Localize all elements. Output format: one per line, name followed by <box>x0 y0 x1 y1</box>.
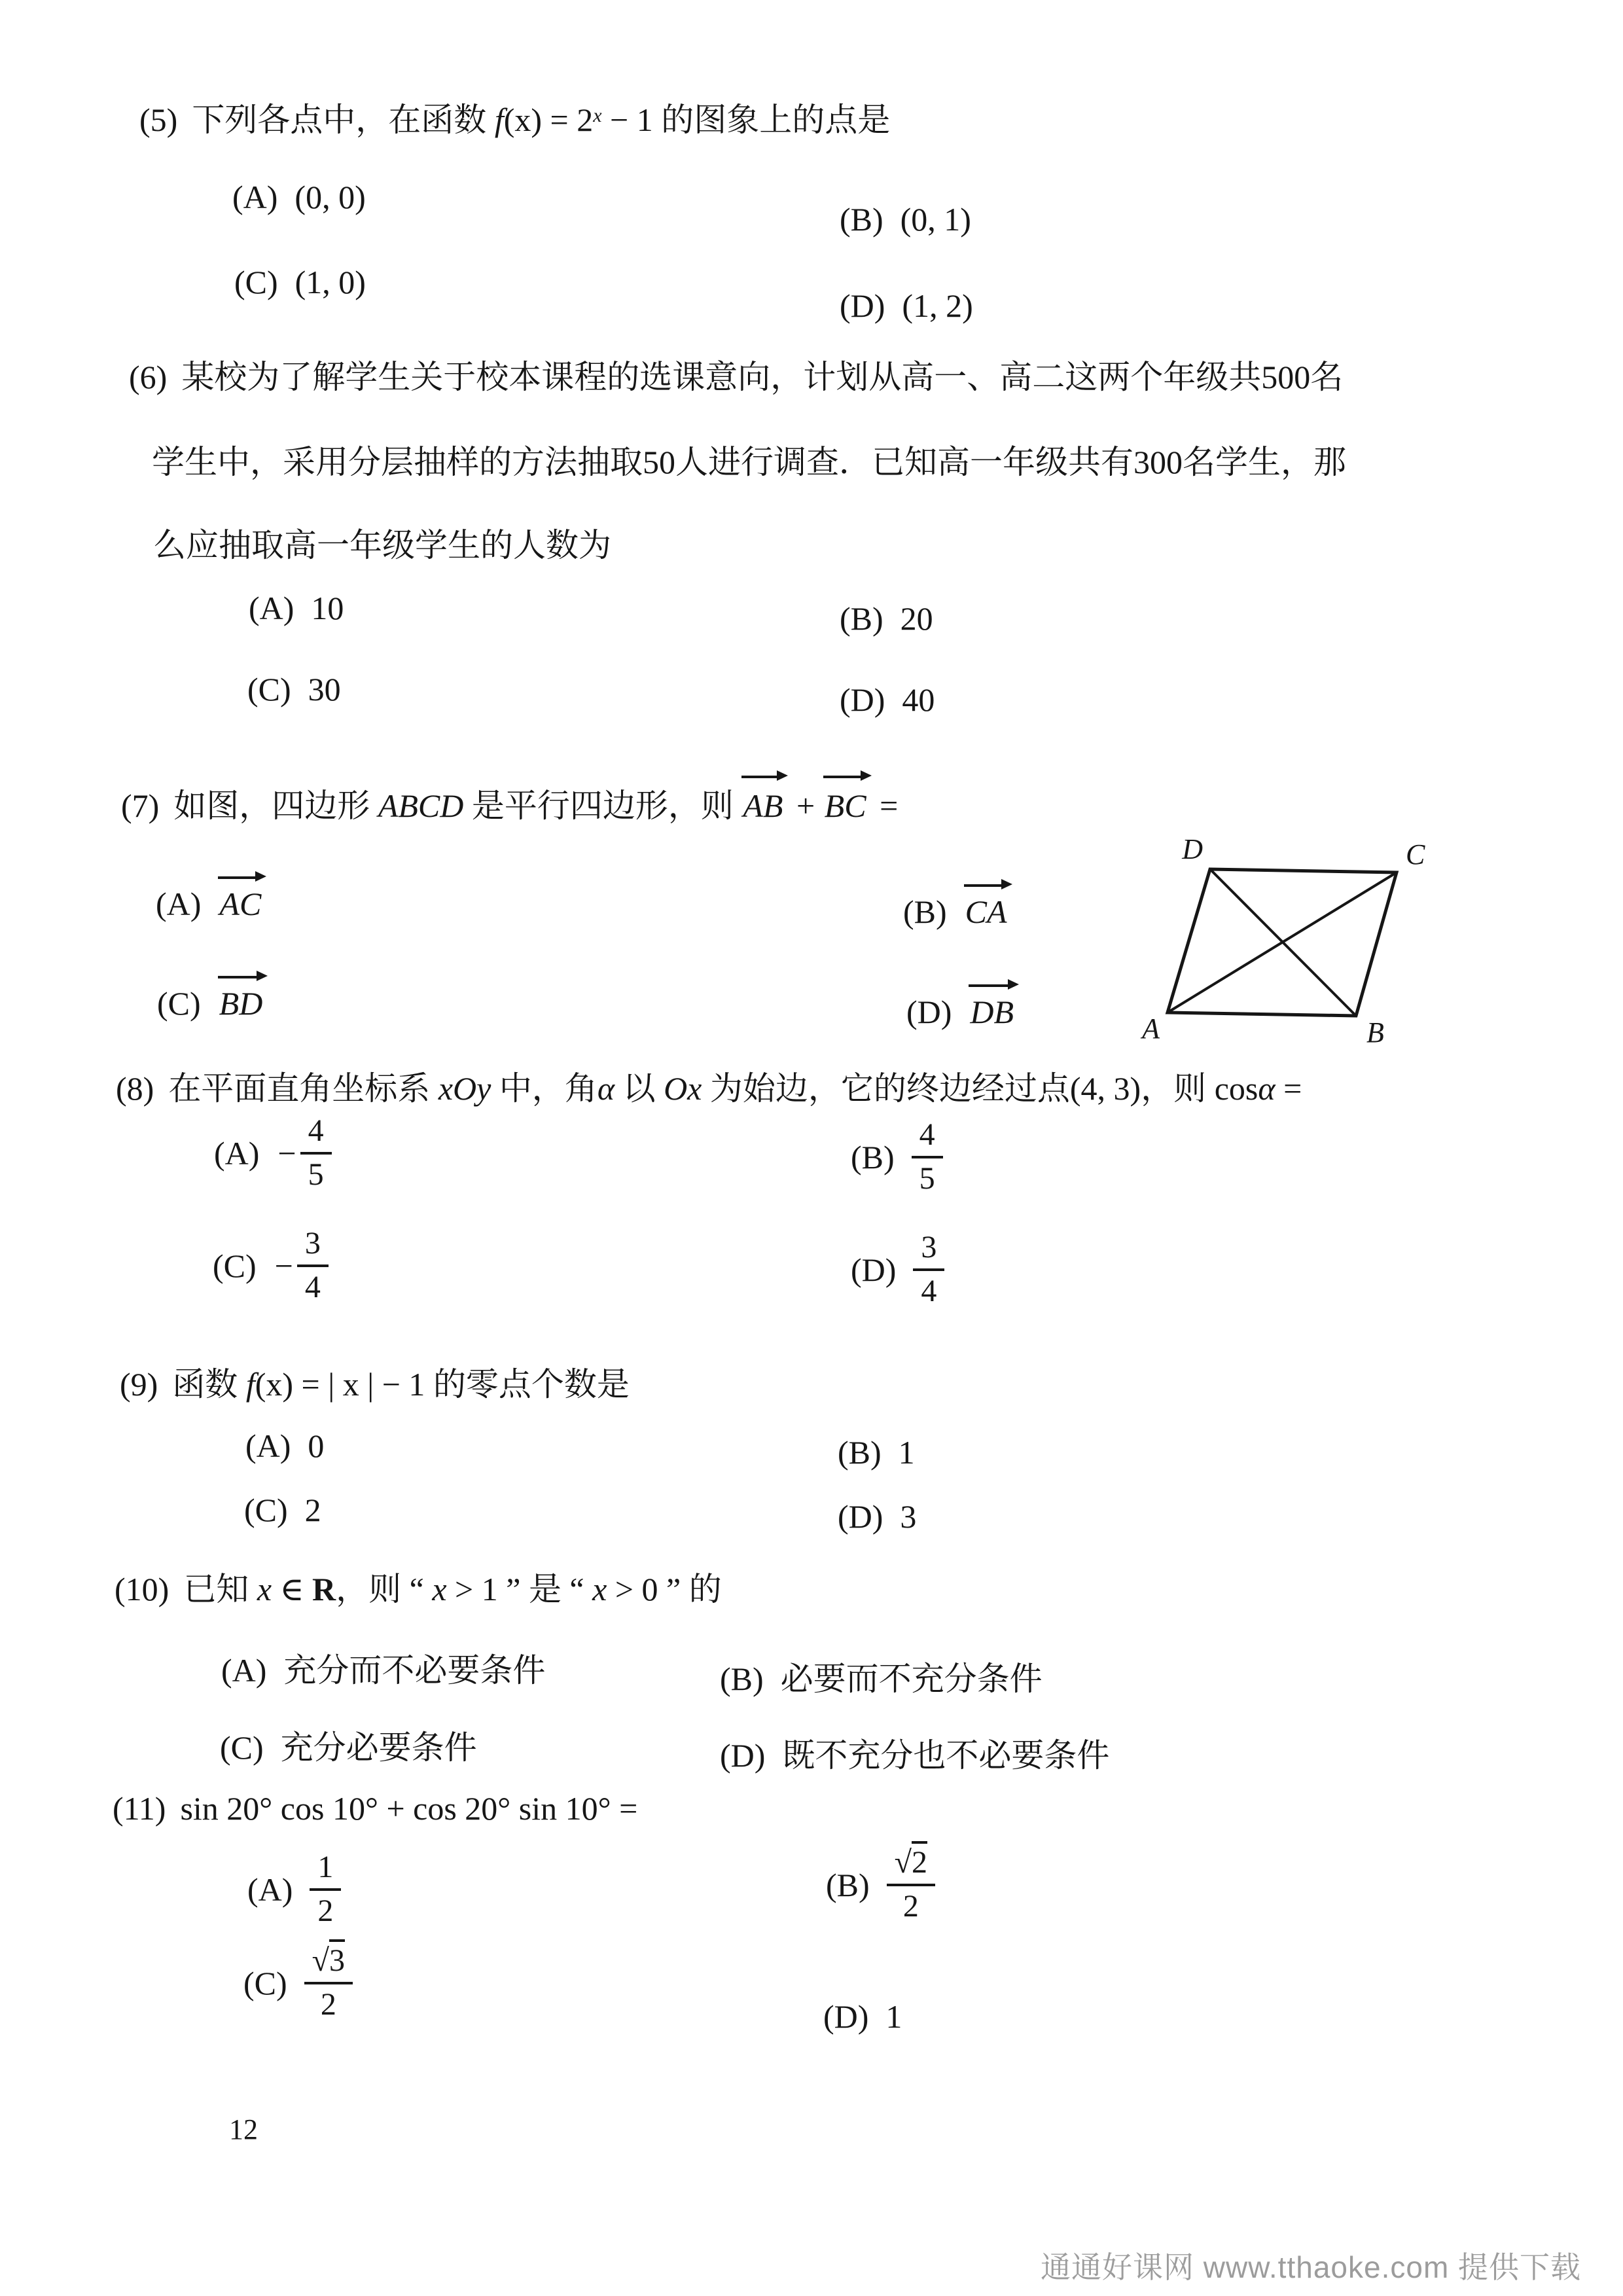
stem-text: > 0 ” 的 <box>607 1571 722 1607</box>
element-of: ∈ <box>272 1571 313 1607</box>
question-5-stem <box>139 98 890 143</box>
fraction <box>297 1225 329 1306</box>
vertex-label-c: C <box>1406 838 1425 870</box>
stem-text: 中，角 <box>491 1070 597 1107</box>
option-8d <box>851 1229 944 1310</box>
math-expression: (x) = | x | − 1 <box>255 1366 433 1403</box>
option-value: (0, 0) <box>294 179 366 215</box>
option-value: 3 <box>900 1498 917 1535</box>
fraction <box>310 1849 341 1929</box>
option-label: (C) <box>157 985 201 1022</box>
option-11a <box>247 1849 341 1929</box>
parallelogram-diagram <box>1140 826 1454 1049</box>
math-alpha: α <box>597 1070 615 1107</box>
fraction-numerator: 1 <box>310 1849 341 1891</box>
option-6b <box>840 600 933 637</box>
option-label: (C) <box>243 1964 287 2001</box>
stem-text: = <box>1275 1070 1302 1107</box>
fraction-numerator: 4 <box>300 1113 332 1155</box>
watermark-footer: 通通好课网 www.tthaoke.com 提供下载 <box>1041 2250 1582 2284</box>
option-label: (D) <box>840 681 885 718</box>
stem-text: ，则 <box>1141 1070 1215 1107</box>
option-10c <box>220 1721 477 1768</box>
stem-text: = <box>871 787 899 824</box>
math-cos: cos <box>1214 1070 1258 1107</box>
vertex-label-a: A <box>1142 1013 1160 1045</box>
option-label: (B) <box>851 1138 895 1175</box>
option-value: 必要而不充分条件 <box>780 1660 1043 1697</box>
question-number: (11) <box>113 1790 166 1827</box>
option-6c <box>247 670 341 708</box>
stem-text: + <box>788 787 823 824</box>
question-8-stem <box>116 1067 1302 1111</box>
option-label: (D) <box>851 1251 897 1288</box>
radical-sign: √ <box>894 1845 912 1880</box>
vector-ac: AC <box>218 872 266 923</box>
stem-text: 函数 <box>172 1366 246 1403</box>
math-xoy: xOy <box>438 1070 491 1107</box>
stem-text: − 1 <box>601 101 662 138</box>
option-value: 充分而不必要条件 <box>283 1652 546 1689</box>
radicand: 2 <box>912 1841 927 1880</box>
option-value: (1, 2) <box>902 287 973 324</box>
question-6-stem-line1 <box>129 355 1343 400</box>
question-number: (10) <box>115 1571 169 1607</box>
stem-text: 某校为了解学生关于校本课程的选课意向，计划从高一、高二这两个年级共500名 <box>181 359 1344 395</box>
option-6d <box>840 681 935 719</box>
option-10a <box>221 1644 545 1691</box>
option-7a <box>156 872 266 923</box>
fraction <box>912 1117 943 1197</box>
stem-text: (x) = 2 <box>503 101 594 138</box>
option-5d <box>840 287 973 325</box>
question-number: (8) <box>116 1070 154 1107</box>
option-9a <box>245 1427 324 1465</box>
option-label: (B) <box>838 1434 882 1471</box>
question-9-stem <box>120 1363 630 1407</box>
radical-sign: √ <box>312 1943 329 1978</box>
stem-text: ，则 “ <box>336 1571 433 1607</box>
fraction-denominator: 5 <box>919 1160 935 1196</box>
question-11-stem <box>113 1787 637 1831</box>
stem-text: 是平行四边形，则 <box>463 787 742 824</box>
fraction-denominator: 5 <box>308 1157 324 1192</box>
question-6-stem-line3 <box>153 524 611 568</box>
question-6-stem-line2 <box>152 440 1346 485</box>
option-value: 2 <box>304 1492 321 1528</box>
option-value: 20 <box>900 600 933 637</box>
option-5c <box>234 263 366 301</box>
fraction-numerator: 4 <box>912 1117 943 1158</box>
option-label: (C) <box>220 1729 264 1766</box>
fraction-denominator: 2 <box>320 1986 336 2022</box>
option-10d <box>720 1729 1109 1776</box>
option-label: (B) <box>903 893 947 930</box>
radicand: 3 <box>329 1939 345 1978</box>
option-label: (C) <box>244 1492 288 1528</box>
option-9b <box>838 1433 915 1471</box>
math-alpha: α <box>1258 1070 1275 1107</box>
option-label: (C) <box>213 1247 257 1284</box>
math-f: f <box>245 1366 255 1403</box>
option-7d <box>906 980 1019 1031</box>
option-9c <box>244 1491 321 1529</box>
stem-text: 么应抽取高一年级学生的人数为 <box>153 527 611 564</box>
question-number: (5) <box>139 101 178 138</box>
option-9d <box>838 1498 916 1535</box>
math-abcd: ABCD <box>378 787 464 824</box>
option-label: (A) <box>232 179 278 215</box>
fraction-numerator: 3 <box>297 1225 329 1267</box>
option-label: (D) <box>840 287 885 324</box>
option-label: (D) <box>823 1998 869 2035</box>
minus-sign: − <box>277 1134 296 1172</box>
vertex-label-d: D <box>1182 833 1203 865</box>
vector-bc: BC <box>823 771 872 829</box>
option-6a <box>249 589 344 627</box>
math-x: x <box>432 1571 447 1607</box>
option-8c <box>213 1225 329 1306</box>
option-label: (A) <box>247 1871 293 1908</box>
fraction-numerator <box>887 1844 935 1886</box>
option-11b <box>826 1844 935 1925</box>
math-expression: sin 20° cos 10° + cos 20° sin 10° = <box>180 1790 638 1827</box>
option-label: (A) <box>249 590 294 626</box>
option-label: (D) <box>838 1498 883 1535</box>
option-value: (1, 0) <box>294 264 366 300</box>
question-number: (6) <box>129 359 168 395</box>
stem-text: > 1 ” 是 “ <box>446 1571 593 1607</box>
option-label: (A) <box>245 1427 291 1464</box>
question-number: (7) <box>121 787 160 824</box>
stem-text: 如图，四边形 <box>173 787 378 824</box>
math-ox: Ox <box>664 1070 702 1107</box>
vector-bd: BD <box>218 971 268 1022</box>
option-11c <box>243 1943 353 2023</box>
math-exponent: x <box>593 105 602 126</box>
vector-db: DB <box>969 980 1019 1031</box>
option-label: (A) <box>156 886 202 922</box>
option-8b <box>851 1117 943 1197</box>
math-r: R <box>312 1571 336 1607</box>
fraction-denominator: 2 <box>317 1893 334 1928</box>
math-f: f <box>494 101 504 138</box>
option-label: (B) <box>840 201 883 238</box>
option-value: 1 <box>898 1434 915 1471</box>
stem-text: 学生中，采用分层抽样的方法抽取50人进行调查．已知高一年级共有300名学生，那 <box>152 444 1346 480</box>
option-label: (A) <box>221 1652 267 1689</box>
fraction-denominator: 2 <box>902 1888 919 1924</box>
fraction-denominator: 4 <box>304 1269 321 1304</box>
option-7c <box>157 971 268 1022</box>
fraction <box>300 1113 332 1193</box>
option-5b <box>840 200 971 238</box>
fraction-numerator: 3 <box>913 1229 944 1271</box>
question-7-stem <box>121 771 898 829</box>
question-number: (9) <box>120 1366 158 1403</box>
stem-text: 为始边，它的终边经过点 <box>702 1070 1070 1107</box>
option-label: (A) <box>214 1134 260 1172</box>
stem-text: 下列各点中，在函数 <box>192 101 495 138</box>
fraction-denominator: 4 <box>921 1273 937 1308</box>
option-value: 0 <box>308 1427 325 1464</box>
vertex-label-b: B <box>1366 1016 1384 1049</box>
diagonal-db <box>1210 869 1356 1016</box>
option-label: (D) <box>906 994 952 1030</box>
option-5a <box>232 178 366 216</box>
stem-text: 以 <box>615 1070 664 1107</box>
option-10b <box>720 1653 1043 1700</box>
option-value: 30 <box>308 671 341 708</box>
math-point: (4, 3) <box>1069 1070 1141 1107</box>
option-value: 40 <box>902 681 935 718</box>
option-7b <box>903 880 1012 931</box>
math-x: x <box>592 1571 607 1607</box>
stem-text: 已知 <box>183 1571 257 1607</box>
option-label: (C) <box>234 264 278 300</box>
option-11d <box>823 1998 902 2036</box>
vector-ca: CA <box>964 880 1012 931</box>
fraction <box>304 1943 353 2023</box>
stem-text: 的零点个数是 <box>433 1366 630 1403</box>
fraction <box>913 1229 944 1310</box>
question-10-stem <box>115 1568 722 1612</box>
fraction <box>887 1844 935 1925</box>
option-8a <box>214 1113 332 1193</box>
stem-text: 在平面直角坐标系 <box>168 1070 438 1107</box>
option-label: (B) <box>826 1866 870 1903</box>
page-number: 12 <box>229 2113 258 2145</box>
option-label: (D) <box>720 1737 766 1774</box>
minus-sign: − <box>274 1247 293 1284</box>
vector-ab: AB <box>741 771 788 829</box>
stem-text: 的图象上的点是 <box>661 101 891 138</box>
option-label: (C) <box>247 671 291 708</box>
option-value: 既不充分也不必要条件 <box>782 1737 1110 1774</box>
option-label: (B) <box>720 1660 764 1697</box>
fraction-numerator <box>304 1943 353 1984</box>
option-label: (B) <box>840 600 883 637</box>
math-x: x <box>257 1571 272 1607</box>
option-value: 充分必要条件 <box>280 1729 477 1766</box>
option-value: 1 <box>885 1998 902 2035</box>
option-value: 10 <box>311 590 344 626</box>
option-value: (0, 1) <box>900 201 971 238</box>
